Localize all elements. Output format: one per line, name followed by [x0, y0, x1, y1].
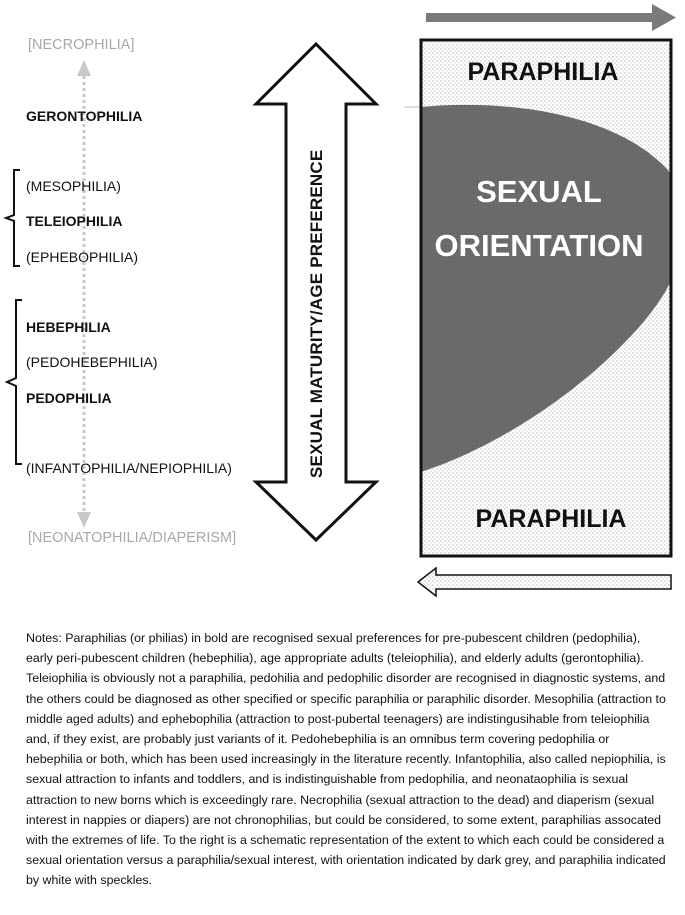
label-hebephilia: HEBEPHILIA — [26, 319, 111, 335]
label-necrophilia: [NECROPHILIA] — [28, 37, 135, 53]
label-ephebophilia: (EPHEBOPHILIA) — [26, 249, 139, 265]
brace-child-group — [7, 300, 22, 464]
age-axis-dotted — [77, 60, 91, 528]
label-gerontophilia: GERONTOPHILIA — [26, 108, 143, 124]
brace-teleiophilia-group — [6, 170, 20, 266]
label-neonatophilia: [NEONATOPHILIA/DIAPERISM] — [28, 530, 237, 546]
paraphilia-bottom-label: PARAPHILIA — [475, 505, 627, 533]
maturity-axis-label: SEXUAL MATURITY/AGE PREFERENCE — [307, 149, 326, 478]
label-mesophilia: (MESOPHILIA) — [26, 178, 121, 194]
orientation-line-2: ORIENTATION — [434, 228, 644, 263]
orientation-paraphilia-box — [404, 40, 683, 556]
label-pedohebephilia: (PEDOHEBEPHILIA) — [26, 354, 158, 370]
label-teleiophilia: TELEIOPHILIA — [26, 213, 123, 229]
orientation-line-1: SEXUAL — [476, 174, 602, 209]
top-grey-arrow — [426, 4, 676, 31]
label-infantophilia: (INFANTOPHILIA/NEPIOPHILIA) — [26, 460, 232, 476]
paraphilia-top-label: PARAPHILIA — [467, 58, 619, 86]
label-pedophilia: PEDOPHILIA — [26, 390, 112, 406]
bottom-speckled-arrow — [418, 568, 671, 596]
notes-paragraph: Notes: Paraphilias (or philias) in bold are recognised sexual preferences for pre-pubescent children (pedophilia), early peri-pubescent children (hebephilia), age appropriate adults (teleiophilia), and elderly adults (gerontophilia). Teleiophilia is obviously not a paraphilia, pedohilia and pedophilic disorder are recognised in diagnostic systems, and the others could be diagnosed as other specified or specific paraphilia or paraphilic disorder. Mesophilia (attraction to middle aged adults) and ephebophilia (attraction to post-pubertal teenagers) are indistingusihable from teleiophilia and, if they exist, are probably just variants of it. Pedohebephilia is an omnibus term covering pedophilia or hebephilia or both, which has been used increasingly in the literature recently. Infantophilia, also called nepiophilia, is sexual attraction to infants and toddlers, and is indistinguishable from pedophilia, and neonataophilia is sexual attraction to new borns which is exceedingly rare. Necrophilia (sexual attraction to the dead) and diaperism (sexual interest in nappies or diapers) are not chronophilias, but could be considered, to some extent, paraphilias assocated with the extremes of life. To the right is a schematic representation of the extent to which each could be considered a sexual orientation versus a paraphilia/sexual interest, with orientation indicated by dark grey, and paraphilia indicated by white with speckles. — [26, 631, 666, 888]
